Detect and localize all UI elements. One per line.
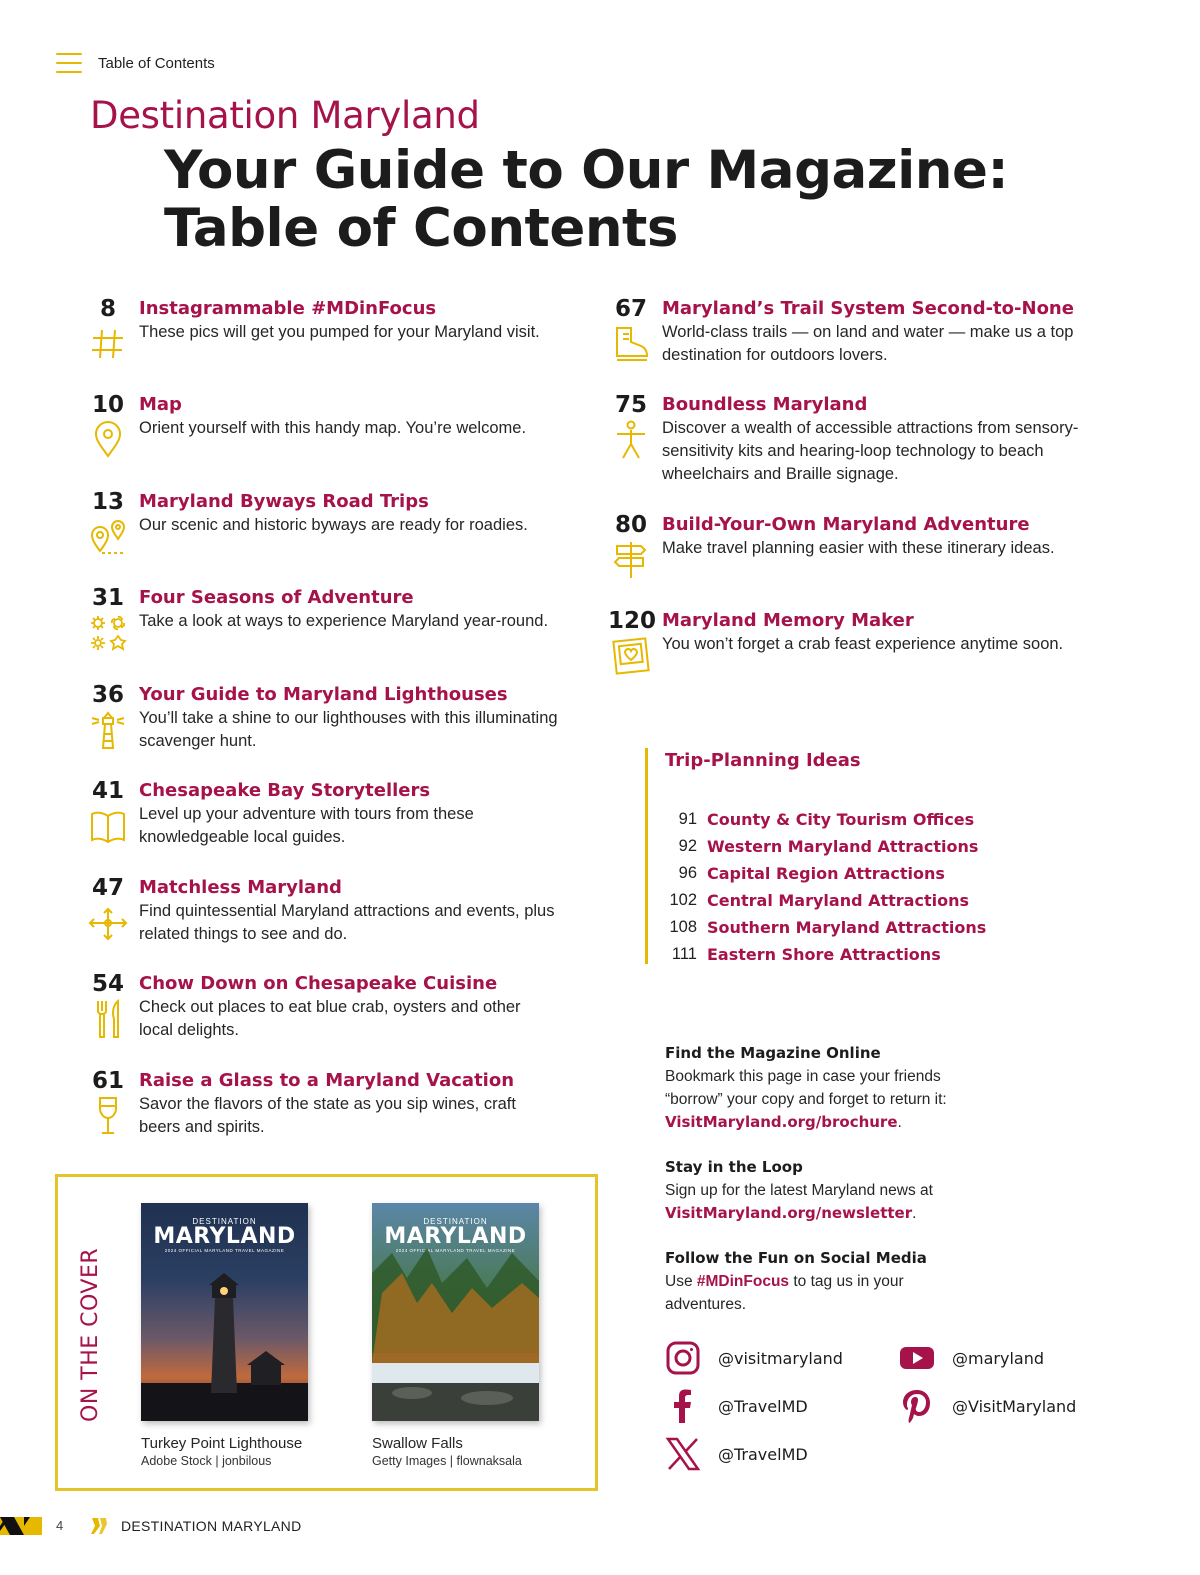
entry-title[interactable]: Maryland’s Trail System Second-to-None (662, 298, 1074, 319)
cover2-credit: Getty Images | flownaksala (372, 1454, 522, 1468)
page-number: 80 (614, 512, 647, 538)
book-icon (88, 806, 128, 846)
trip-link[interactable]: County & City Tourism Offices (707, 810, 975, 829)
facebook-link[interactable] (665, 1388, 808, 1424)
entry-description: Level up your adventure with tours from these knowledgeable local guides. (139, 805, 474, 846)
footer-brand: DESTINATION MARYLAND (121, 1518, 302, 1534)
trip-page: 91 (678, 810, 697, 828)
cover2-caption: Swallow Falls (372, 1435, 463, 1452)
instagram-link[interactable] (665, 1340, 843, 1376)
page-number-footer: 4 (56, 1518, 64, 1533)
youtube-icon (899, 1340, 935, 1376)
trip-planning-section (645, 748, 1045, 964)
top-bar (56, 50, 215, 76)
youtube-link[interactable] (899, 1340, 1044, 1376)
page-number: 8 (99, 296, 116, 322)
entry-title[interactable]: Boundless Maryland (662, 394, 868, 415)
page-number: 120 (608, 608, 657, 634)
page-number: 54 (91, 971, 124, 997)
social-post: to tag us in your adventures. (665, 1273, 904, 1313)
mag-tagline: 2024 OFFICIAL MARYLAND TRAVEL MAGAZINE (395, 1248, 516, 1253)
entry-title[interactable]: Four Seasons of Adventure (139, 587, 414, 608)
entry-title[interactable]: Map (139, 394, 182, 415)
entry-description: World-class trails — on land and water — make us a top destination for outdoors lovers. (662, 323, 1074, 364)
fork-knife-icon (88, 999, 128, 1039)
title-line-1: Your Guide to Our Magazine: (164, 140, 1009, 201)
trip-page: 108 (669, 918, 697, 936)
social-fun-block (665, 1247, 927, 1316)
x-handle: @TravelMD (718, 1444, 808, 1464)
wine-glass-icon (88, 1096, 128, 1136)
entry-title[interactable]: Chesapeake Bay Storytellers (139, 780, 431, 801)
mag-small-title: DESTINATION (423, 1217, 488, 1226)
mag-small-title: DESTINATION (192, 1217, 257, 1226)
page-number: 10 (91, 392, 124, 418)
menu-icon[interactable] (56, 53, 82, 73)
page-number: 36 (91, 682, 124, 708)
accessibility-icon (611, 420, 651, 460)
trip-link[interactable]: Eastern Shore Attractions (707, 945, 941, 964)
page-number: 47 (91, 875, 124, 901)
entry-title[interactable]: Maryland Byways Road Trips (139, 491, 429, 512)
menu-label[interactable]: Table of Contents (98, 54, 215, 72)
waterfall-illustration (372, 1203, 539, 1421)
mag-tagline: 2024 OFFICIAL MARYLAND TRAVEL MAGAZINE (164, 1248, 285, 1253)
trip-item[interactable] (665, 806, 986, 833)
trip-item[interactable] (665, 887, 986, 914)
loop-text: Sign up for the latest Maryland news at (665, 1182, 933, 1199)
entry-description: You’ll take a shine to our lighthouses with this illuminating scavenger hunt. (139, 709, 558, 750)
cover1-caption: Turkey Point Lighthouse (141, 1435, 303, 1452)
cover-image-falls[interactable] (372, 1203, 539, 1421)
signpost-icon (611, 540, 651, 580)
compass-arrows-icon (88, 903, 128, 943)
loop-heading: Stay in the Loop (665, 1158, 803, 1176)
x-link[interactable] (665, 1436, 808, 1472)
cover1-credit: Adobe Stock | jonbilous (141, 1454, 272, 1468)
trip-list (665, 806, 986, 968)
trip-item[interactable] (665, 941, 986, 968)
entry-description: Orient yourself with this handy map. You’re welcome. (139, 419, 527, 437)
trip-page: 102 (669, 891, 697, 909)
entry-description: Savor the flavors of the state as you sip wines, craft beers and spirits. (139, 1095, 516, 1136)
entry-title[interactable]: Maryland Memory Maker (662, 610, 914, 631)
cover-caption (372, 1435, 522, 1468)
online-end: . (897, 1114, 902, 1131)
lighthouse-illustration (141, 1203, 308, 1421)
entry-description: Make travel planning easier with these itinerary ideas. (662, 539, 1055, 557)
lighthouse-icon (88, 710, 128, 750)
online-heading: Find the Magazine Online (665, 1044, 881, 1062)
entry-description: Our scenic and historic byways are ready for roadies. (139, 516, 528, 534)
trip-page: 96 (678, 864, 697, 882)
trip-page: 111 (671, 945, 697, 963)
entry-description: Discover a wealth of accessible attractions from sensory-sensitivity kits and hearing-loop technology to beach wheelchairs and Braille signage. (662, 419, 1079, 483)
page-number: 31 (91, 585, 124, 611)
map-pin-icon (88, 420, 128, 460)
entry-title[interactable]: Instagrammable #MDinFocus (139, 298, 437, 319)
cover-image-lighthouse[interactable] (141, 1203, 308, 1421)
online-text: Bookmark this page in case your friends “borrow” your copy and forget to return it: (665, 1068, 947, 1108)
page-number: 13 (91, 489, 124, 515)
page-title (164, 142, 1008, 258)
instagram-icon (665, 1340, 701, 1376)
trip-link[interactable]: Capital Region Attractions (707, 864, 945, 883)
trip-heading: Trip-Planning Ideas (665, 750, 861, 771)
trip-item[interactable] (665, 833, 986, 860)
route-pins-icon (88, 517, 128, 557)
trip-item[interactable] (665, 914, 986, 941)
page-number: 41 (91, 778, 124, 804)
seasons-icon (88, 613, 128, 653)
page-number: 67 (614, 296, 647, 322)
maryland-logo-icon (90, 1516, 108, 1536)
social-pre: Use (665, 1273, 693, 1290)
entry-title[interactable]: Raise a Glass to a Maryland Vacation (139, 1070, 515, 1091)
entry-description: These pics will get you pumped for your Maryland visit. (139, 323, 540, 341)
kicker: Destination Maryland (90, 94, 480, 137)
pinterest-handle: @VisitMaryland (952, 1396, 1077, 1416)
maryland-flag-icon (0, 1517, 42, 1535)
photo-heart-icon (611, 636, 651, 676)
trip-link[interactable]: Western Maryland Attractions (707, 837, 979, 856)
brochure-link[interactable]: VisitMaryland.org/brochure (665, 1113, 898, 1131)
cover-caption (141, 1435, 302, 1468)
hashtag-icon (88, 324, 128, 364)
facebook-icon (665, 1388, 701, 1424)
entry-description: You won’t forget a crab feast experience anytime soon. (662, 635, 1064, 653)
magazine-online-block (665, 1042, 995, 1134)
entry-title[interactable]: Build-Your-Own Maryland Adventure (662, 514, 1030, 535)
loop-end: . (912, 1205, 917, 1222)
title-line-2: Table of Contents (164, 198, 678, 259)
entry-title[interactable]: Matchless Maryland (139, 877, 342, 898)
entry-title[interactable]: Your Guide to Maryland Lighthouses (139, 684, 508, 705)
pinterest-icon (899, 1388, 935, 1424)
trip-link[interactable]: Central Maryland Attractions (707, 891, 969, 910)
youtube-handle: @maryland (952, 1348, 1044, 1368)
entry-description: Check out places to eat blue crab, oysters and other local delights. (139, 998, 521, 1039)
newsletter-block (665, 1156, 995, 1225)
hiking-boot-icon (611, 324, 651, 364)
trip-item[interactable] (665, 860, 986, 887)
newsletter-link[interactable]: VisitMaryland.org/newsletter (665, 1204, 913, 1222)
on-the-cover-box (55, 1174, 598, 1491)
trip-page: 92 (678, 837, 697, 855)
instagram-handle: @visitmaryland (718, 1348, 843, 1368)
social-heading: Follow the Fun on Social Media (665, 1249, 927, 1267)
entry-description: Find quintessential Maryland attractions and events, plus related things to see and do. (139, 902, 555, 943)
entry-title[interactable]: Chow Down on Chesapeake Cuisine (139, 973, 498, 994)
page-number: 61 (91, 1068, 124, 1094)
entry-description: Take a look at ways to experience Maryland year-round. (139, 612, 549, 630)
trip-link[interactable]: Southern Maryland Attractions (707, 918, 987, 937)
page-number: 75 (614, 392, 647, 418)
cover-label: ON THE COVER (78, 1247, 103, 1422)
facebook-handle: @TravelMD (718, 1396, 808, 1416)
footer (0, 1515, 600, 1539)
hashtag-link[interactable]: #MDinFocus (696, 1273, 790, 1290)
mag-big-title: MARYLAND (153, 1224, 296, 1249)
mag-big-title: MARYLAND (384, 1224, 527, 1249)
x-icon (665, 1436, 701, 1472)
pinterest-link[interactable] (899, 1388, 1076, 1424)
